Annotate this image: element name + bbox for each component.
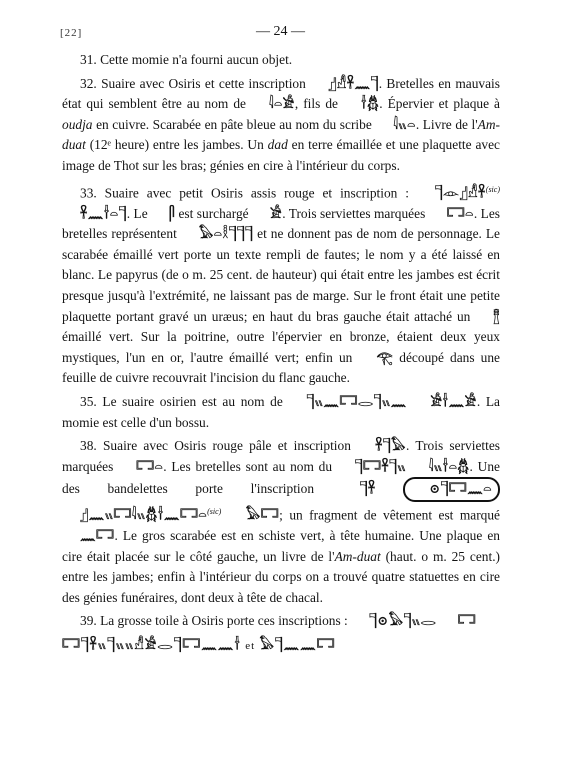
hieroglyph-inscription: 𓊹⊙𓅃𓊹𓏭𓂋	[369, 613, 437, 629]
hieroglyph-name: 𓌂𓆣	[361, 96, 380, 112]
hieroglyph-name: 𓊹𓏭𓈖𓉐𓂋𓊹𓏭𓈖	[306, 393, 407, 409]
paragraph-33: 33. Suaire avec petit Osiris assis rouge et inscription : 𓊹𓁹𓊨𓀭𓋹$^{(sic)}$ 𓋹𓈖𓌂𓏏𓊹. Le 𓋴 est surchargé 𓀀. Trois serviettes marquées 𓉐𓏏. Les bretelles représentent 𓅃𓏏𓎛𓊹𓊹𓊹 et ne donnent pas de nom de personnage. Le scarabée émaillé vert porte un texte rempli de fautes; le nom y a été laissé en blanc. Le papyrus (de o m. 25 cent. de hauteur) qui était entre les jambes est écrit presque jusqu'à l'extrémité, ne laissant pas de marge. Sur le front était une petite plaquette portant gravé un uræus; en haut du bras gauche était attaché un 𓊽 émaillé vert. Sur la poitrine, outre l'épervier en bronze, étaient deux yeux mystiques, l'un en or, l'autre émaillé vert; enfin un 𓂀 découpé dans une feuille de cuivre recouvrait l'incision du flanc gauche.	[62, 184, 500, 386]
sic-note: (sic)	[207, 506, 222, 516]
paragraph-38: 38. Suaire avec Osiris rouge pâle et inscription 𓋹𓊹𓅃. Trois serviettes marquées 𓉐𓏏. Les bretelles sont au nom du 𓊹𓉐𓋹𓊹𓏭 𓇋𓏭𓌂𓏏𓆣. Une des bandelettes porte l'inscription 𓊹𓋹 ⊙𓊹𓉐𓈖𓏏 𓊨𓈖𓏭𓉐𓇋𓏭𓆣𓌂𓈖𓉐𓏏$^{(sic)}$ 𓅃𓉐; un fragment de vêtement est marqué 𓈖𓉐. Le gros scarabée est en schiste vert, à tête humaine. Une plaque en cire était placée sur le côté gauche, un livre de l'Am-duat (haut. o m. 25 cent.) entre les jambes; enfin à l'intérieur du corps on a trouvé quatre statuettes en cire des génies funéraires, dont deux à tête de chacal.	[62, 438, 500, 605]
hieroglyph-sign: 𓋴	[169, 205, 176, 221]
hieroglyph-name: 𓇋𓏭𓌂𓏏𓆣	[428, 458, 470, 474]
cartouche: ⊙𓊹𓉐𓈖𓏏	[403, 477, 500, 502]
hieroglyph-name: 𓀀𓌂𓈖𓀀	[430, 393, 477, 409]
hieroglyph-name: 𓇋𓏏𓀀	[269, 96, 295, 112]
hieroglyph-inscription: 𓋹𓊹𓅃	[375, 438, 407, 454]
hieroglyph-sign: 𓂀	[376, 349, 394, 365]
hieroglyph-line: 𓉐𓊹𓋹𓏭𓊹𓏭𓏭𓀭𓀀𓂋𓊹𓉐𓈖𓈖𓌂 et 𓅃𓊹𓈖𓈖𓉐	[62, 636, 336, 652]
paragraph-31: 31. Cette momie n'a fourni aucun objet.	[80, 52, 293, 67]
hieroglyph-inscription: 𓊨𓀭𓋹𓈖𓊹	[328, 75, 379, 91]
paragraph-39: 39. La grosse toile à Osiris porte ces inscriptions : 𓊹⊙𓅃𓊹𓏭𓂋 𓉐	[62, 611, 500, 632]
hieroglyph-name: 𓊹𓉐𓋹𓊹𓏭	[354, 458, 407, 474]
paragraph-32: 32. Suaire avec Osiris et cette inscription 𓊨𓀭𓋹𓈖𓊹. Bretelles en mauvais état qui semblent être au nom de 𓇋𓏏𓀀, fils de 𓌂𓆣. Épervier et plaque à oudja en cuivre. Scarabée en pâte bleue au nom du scribe 𓇋𓏭𓏏. Livre de l'Am-duat (12ᵉ heure) entre les jambes. Un dad en terre émaillée et une plaquette avec image de Thot sur les bras; génies en cire à l'intérieur du corps.	[62, 75, 500, 173]
hieroglyph-inscription: 𓊹𓁹𓊨𓀭𓋹	[434, 185, 486, 201]
hieroglyph-inscription: 𓊨𓈖𓏭𓉐𓇋𓏭𓆣𓌂𓈖𓉐𓏏	[80, 507, 208, 523]
hieroglyph-sign: 𓊽	[493, 308, 500, 324]
hieroglyph-inscription: 𓊹𓋹	[359, 481, 376, 497]
paragraph-35: 35. Le suaire osirien est au nom de 𓊹𓏭𓈖𓉐𓂋𓊹𓏭𓈖 𓀀𓌂𓈖𓀀. La momie est celle d'un bossu.	[62, 393, 500, 430]
hieroglyph-inscription: 𓅃𓉐	[245, 507, 280, 523]
sic-note: (sic)	[485, 184, 500, 194]
page-number: — 24 —	[256, 24, 305, 39]
hieroglyph-mark: 𓈖𓉐	[80, 528, 115, 543]
hieroglyph-mark: 𓉐𓏏	[446, 205, 474, 221]
hieroglyph-sign: 𓀀	[270, 205, 283, 221]
hieroglyph-name: 𓇋𓏭𓏏	[393, 116, 416, 132]
corner-mark: [22]	[60, 27, 83, 39]
hieroglyph-inscription: 𓅃𓏏𓎛𓊹𓊹𓊹	[198, 226, 254, 242]
hieroglyph-mark: 𓉐𓏏	[136, 458, 164, 474]
hieroglyph-inscription: 𓉐	[457, 613, 477, 629]
text-body	[62, 50, 500, 657]
hieroglyph-inscription: 𓋹𓈖𓌂𓏏𓊹	[80, 205, 127, 221]
